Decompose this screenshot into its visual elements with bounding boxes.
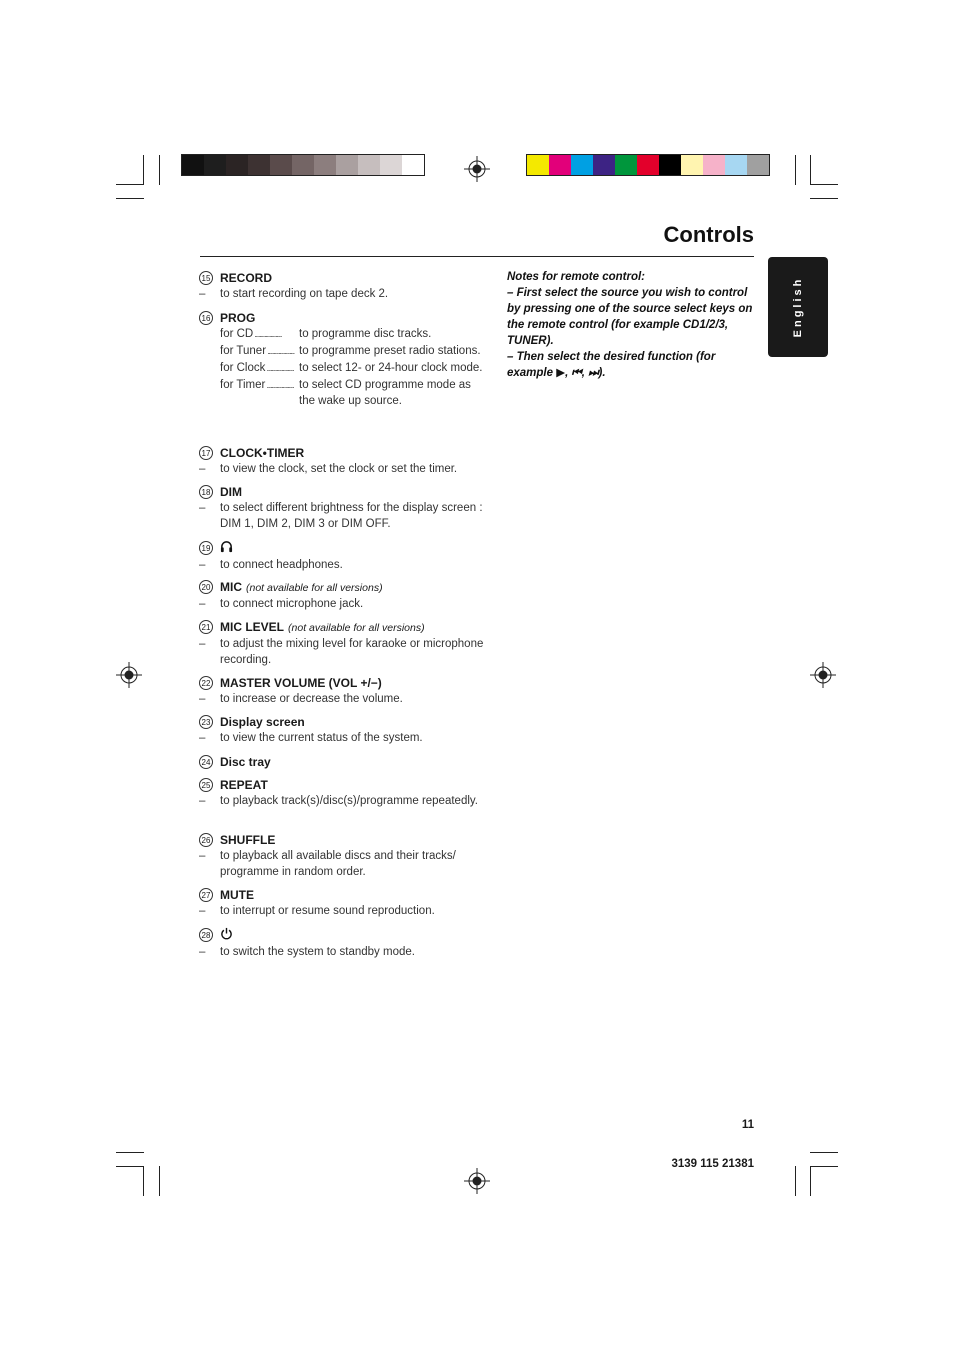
sub-key: for Timer ..... — [220, 377, 299, 409]
crop-mark — [795, 155, 796, 185]
item-heading — [220, 927, 489, 944]
sub-key: for CD ..... — [220, 326, 299, 343]
notes-line: – First select the source you wish to control by pressing one of the source select keys on the remote control (for example CD1/2/3, TUNER). — [507, 287, 753, 347]
item-description: – to view the clock, set the clock or set the timer. — [220, 461, 489, 477]
item-number: 23 — [199, 715, 213, 729]
color-swatch — [747, 155, 769, 175]
language-tab-label: English — [792, 276, 804, 338]
item-heading: Display screen — [220, 715, 305, 729]
crop-mark — [810, 155, 811, 185]
item-number: 26 — [199, 833, 213, 847]
color-swatch — [637, 155, 659, 175]
crop-mark — [795, 1166, 796, 1196]
grayscale-swatch — [314, 155, 336, 175]
item-description: – to playback all available discs and their tracks/ programme in random order. — [220, 848, 489, 880]
language-tab — [768, 257, 828, 357]
item-number: 24 — [199, 755, 213, 769]
grayscale-swatch — [270, 155, 292, 175]
notes-heading: Notes for remote control: — [507, 271, 646, 283]
notes-line: – Then select the desired function (for example ▶, ⏮, ⏭). — [507, 351, 716, 379]
headphones-icon — [220, 540, 233, 553]
color-swatch — [571, 155, 593, 175]
registration-mark-icon — [464, 1168, 490, 1194]
item-heading: SHUFFLE — [220, 833, 276, 847]
item-heading: Disc tray — [220, 755, 271, 769]
grayscale-swatch — [248, 155, 270, 175]
color-swatch — [615, 155, 637, 175]
crop-mark — [810, 198, 838, 199]
registration-mark-icon — [810, 662, 836, 688]
color-swatch-bar — [526, 154, 770, 176]
crop-mark — [159, 155, 160, 185]
item-description: – to playback track(s)/disc(s)/programme repeatedly. — [220, 793, 489, 809]
item-number: 18 — [199, 485, 213, 499]
control-item-disc-tray — [199, 754, 489, 770]
sub-value: to programme preset radio stations. — [299, 345, 481, 357]
control-item-repeat — [199, 777, 489, 809]
item-heading: REPEAT — [220, 778, 268, 792]
item-number: 22 — [199, 676, 213, 690]
control-item-master-volume — [199, 675, 489, 707]
color-swatch — [703, 155, 725, 175]
item-heading — [220, 579, 489, 596]
sub-value: to programme disc tracks. — [299, 328, 432, 340]
availability-note: (not available for all versions) — [288, 622, 425, 634]
power-icon — [220, 927, 233, 940]
item-description: – to select different brightness for the display screen : DIM 1, DIM 2, DIM 3 or DIM OFF. — [220, 500, 489, 532]
item-heading: PROG — [220, 311, 256, 325]
grayscale-swatch — [226, 155, 248, 175]
document-code: 3139 115 21381 — [671, 1158, 754, 1170]
color-swatch — [527, 155, 549, 175]
crop-mark — [810, 184, 838, 185]
color-swatch — [593, 155, 615, 175]
item-description: – to start recording on tape deck 2. — [220, 286, 489, 302]
item-number: 16 — [199, 311, 213, 325]
prog-sub-item — [220, 377, 489, 409]
grayscale-swatch — [380, 155, 402, 175]
control-item-standby — [199, 927, 489, 960]
grayscale-swatch — [402, 155, 424, 175]
item-number: 19 — [199, 541, 213, 555]
item-heading: MASTER VOLUME (VOL +/−) — [220, 676, 382, 690]
crop-mark — [116, 1152, 144, 1153]
item-heading: RECORD — [220, 271, 273, 285]
prog-sub-item — [220, 360, 489, 377]
registration-mark-icon — [116, 662, 142, 688]
item-heading-text: MIC — [220, 580, 242, 594]
item-description: – to adjust the mixing level for karaoke or microphone recording. — [220, 636, 489, 668]
item-description: – to connect headphones. — [220, 557, 489, 573]
item-heading — [220, 540, 489, 557]
item-number: 25 — [199, 778, 213, 792]
prog-sub-item — [220, 343, 489, 360]
item-description: – to connect microphone jack. — [220, 596, 489, 612]
grayscale-swatch-bar — [181, 154, 425, 176]
color-swatch — [659, 155, 681, 175]
grayscale-swatch — [204, 155, 226, 175]
control-item-mute — [199, 887, 489, 919]
page-title: Controls — [663, 222, 754, 247]
grayscale-swatch — [182, 155, 204, 175]
sub-key: for Clock ..... — [220, 360, 299, 377]
crop-mark — [159, 1166, 160, 1196]
item-description: – to increase or decrease the volume. — [220, 691, 489, 707]
crop-mark — [116, 184, 144, 185]
control-item-prog — [199, 310, 489, 409]
control-item-display-screen — [199, 714, 489, 746]
crop-mark — [810, 1152, 838, 1153]
crop-mark — [810, 1166, 838, 1167]
control-item-dim — [199, 484, 489, 532]
crop-mark — [143, 155, 144, 185]
item-number: 15 — [199, 271, 213, 285]
item-number: 17 — [199, 446, 213, 460]
control-item-mic — [199, 579, 489, 612]
control-item-record — [199, 270, 489, 302]
crop-mark — [810, 1166, 811, 1196]
item-number: 21 — [199, 620, 213, 634]
color-swatch — [681, 155, 703, 175]
crop-mark — [116, 198, 144, 199]
item-heading-text: MIC LEVEL — [220, 620, 285, 634]
item-description: – to switch the system to standby mode. — [220, 944, 489, 960]
item-description: – to interrupt or resume sound reproduction. — [220, 903, 489, 919]
control-item-headphones — [199, 540, 489, 573]
crop-mark — [143, 1166, 144, 1196]
item-number: 27 — [199, 888, 213, 902]
item-number: 28 — [199, 928, 213, 942]
color-swatch — [549, 155, 571, 175]
item-number: 20 — [199, 580, 213, 594]
control-item-shuffle — [199, 832, 489, 880]
control-item-clock-timer — [199, 445, 489, 477]
page-number: 11 — [741, 1119, 754, 1131]
title-rule — [200, 256, 754, 257]
item-heading: CLOCK•TIMER — [220, 446, 305, 460]
prog-sub-item — [220, 326, 489, 343]
grayscale-swatch — [358, 155, 380, 175]
registration-mark-icon — [464, 156, 490, 182]
sub-key: for Tuner ..... — [220, 343, 299, 360]
crop-mark — [116, 1166, 144, 1167]
color-swatch — [725, 155, 747, 175]
sub-value: to select CD programme mode as the wake up source. — [299, 379, 471, 407]
item-description: – to view the current status of the system. — [220, 730, 489, 746]
grayscale-swatch — [292, 155, 314, 175]
item-heading: DIM — [220, 485, 242, 499]
item-heading — [220, 619, 489, 636]
remote-control-notes — [507, 269, 757, 381]
sub-value: to select 12- or 24-hour clock mode. — [299, 362, 483, 374]
grayscale-swatch — [336, 155, 358, 175]
availability-note: (not available for all versions) — [246, 582, 383, 594]
item-heading: MUTE — [220, 888, 254, 902]
control-item-mic-level — [199, 619, 489, 668]
